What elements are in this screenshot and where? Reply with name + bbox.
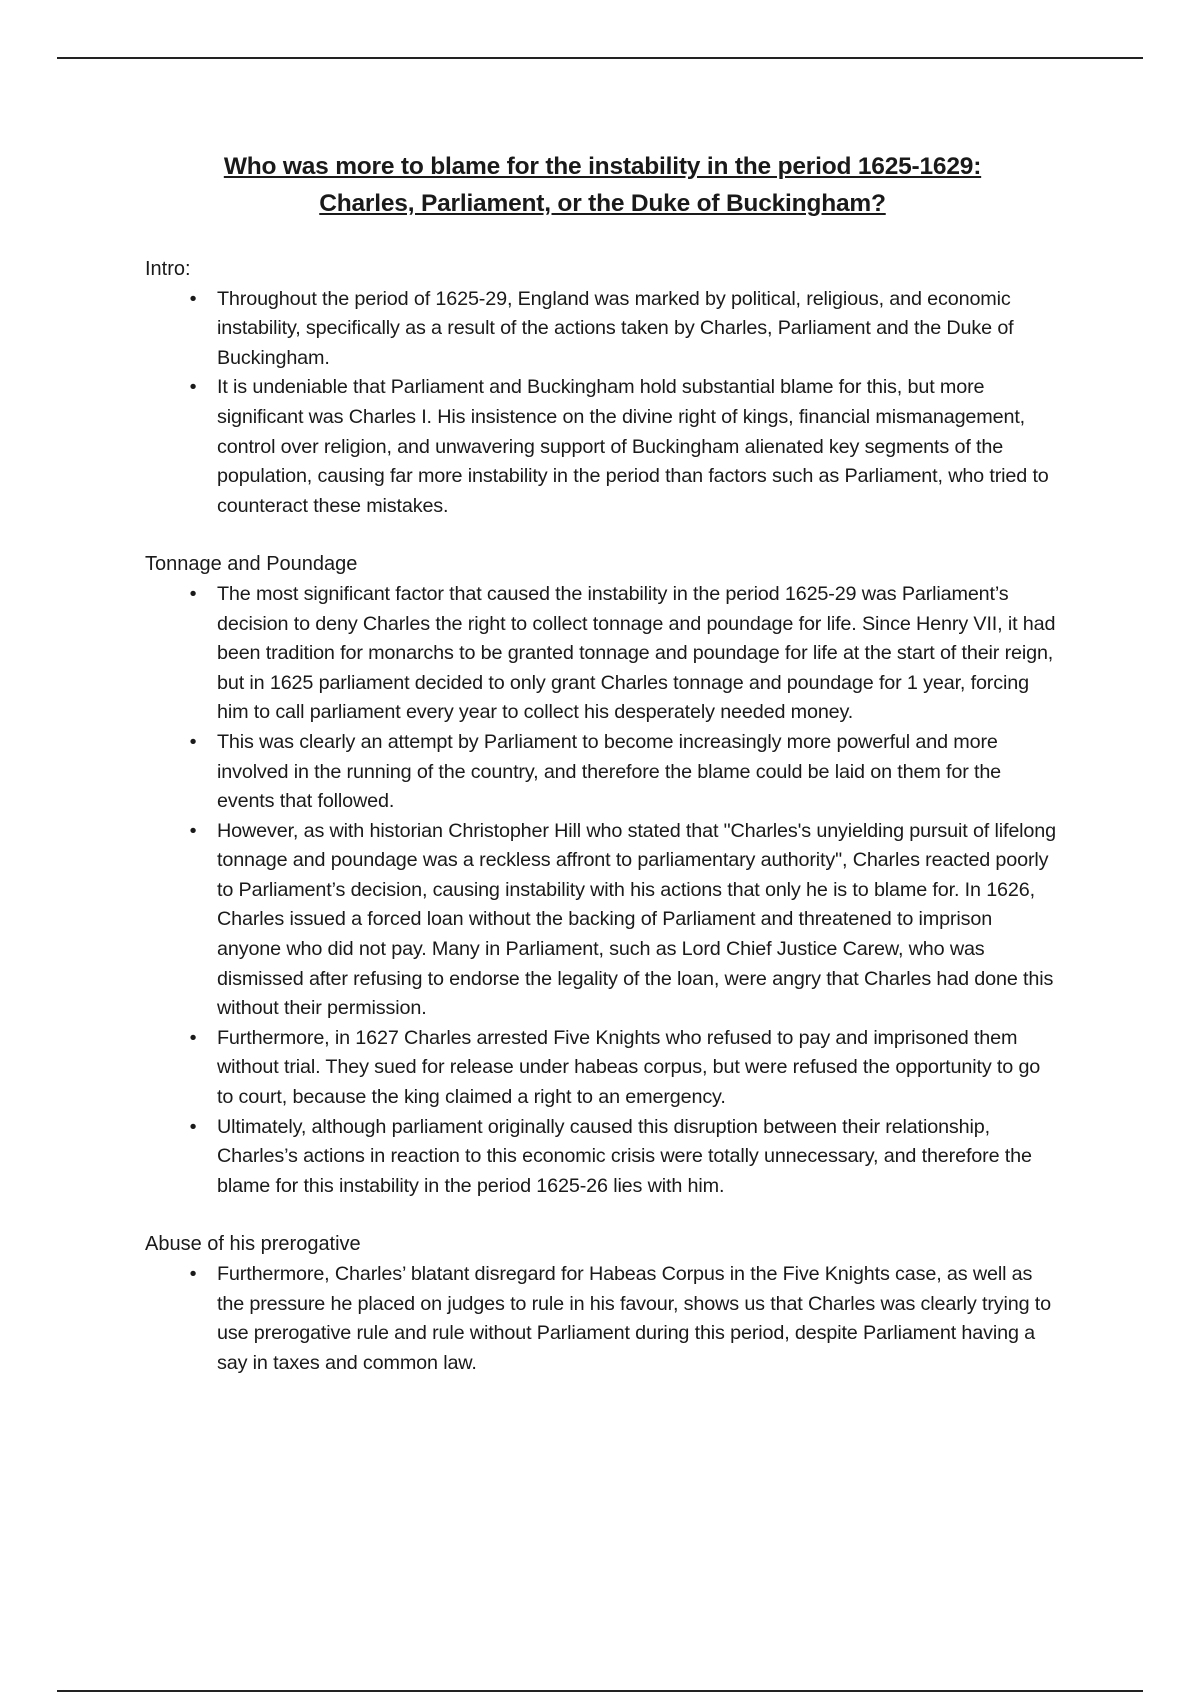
bullet-text: This was clearly an attempt by Parliament to become increasingly more powerful and more involved in the running of the country, and therefore the blame could be laid on them for the events that followed. [217,730,1002,813]
intro-bullet-list [145,285,1060,522]
bullet-icon: • [189,376,197,399]
bullet-text: Furthermore, Charles’ blatant disregard for Habeas Corpus in the Five Knights case, as well as the pressure he placed on judges to rule in his favour, shows us that Charles was clearly trying to use prerogative rule and rule without Parliament during this period, despite Parliament having a say in taxes and common law. [217,1263,1051,1374]
bullet-icon: • [189,582,197,605]
bullet-icon: • [189,730,197,753]
list-item [189,373,1060,521]
list-item [189,285,1060,374]
bullet-text: Ultimately, although parliament originally caused this disruption between their relationship, Charles’s actions in reaction to this economic crisis were totally unnecessary, and therefore the blame for this instability in the period 1625-26 lies with him. [217,1115,1032,1197]
section-heading-tonnage: Tonnage and Poundage [145,553,358,576]
bullet-text: It is undeniable that Parliament and Buckingham hold substantial blame for this, but more significant was Charles I. His insistence on the divine right of kings, financial mismanagement, control over religion, and unwavering support of Buckingham alienated key segments of the population, causing far more instability in the period than factors such as Parliament, who tried to counteract these mistakes. [217,376,1049,517]
list-item [189,580,1060,728]
document-title [145,148,1060,222]
header-rule [57,57,1143,59]
list-item [189,817,1060,1024]
list-item [189,728,1060,817]
title-line-1: Who was more to blame for the instability in the period 1625-1629: [223,153,982,180]
list-item [189,1024,1060,1113]
bullet-icon: • [189,1026,197,1049]
prerogative-bullet-list [145,1260,1060,1378]
bullet-icon: • [189,819,197,842]
tonnage-bullet-list [145,580,1060,1201]
bullet-icon: • [189,1263,197,1285]
title-line-2: Charles, Parliament, or the Duke of Buckingham? [319,190,886,217]
bullet-text: However, as with historian Christopher Hill who stated that "Charles's unyielding pursuit of lifelong tonnage and poundage was a reckless affront to parliamentary authority", Charles reacted poorly to Parliament’s decision, causing instability with his actions that only he is to blame for. In 1626, Charles issued a forced loan without the backing of Parliament and threatened to imprison anyone who did not pay. Many in Parliament, such as Lord Chief Justice Carew, who was dismissed after refusing to endorse the legality of the loan, were angry that Charles had done this without their permission. [217,819,1056,1020]
section-heading-intro: Intro: [145,258,191,280]
section-abuse-of-prerogative [145,1230,1060,1378]
footer-rule [57,1690,1143,1692]
bullet-text: Furthermore, in 1627 Charles arrested Five Knights who refused to pay and imprisoned them without trial. They sued for release under habeas corpus, but were refused the opportunity to go to court, because the king claimed a right to an emergency. [217,1026,1041,1109]
section-tonnage-and-poundage [145,550,1060,1201]
bullet-text: Throughout the period of 1625-29, England was marked by political, religious, and economic instability, specifically as a result of the actions taken by Charles, Parliament and the Duke of Buckingham. [217,287,1014,369]
bullet-text: The most significant factor that caused the instability in the period 1625-29 was Parliament’s decision to deny Charles the right to collect tonnage and poundage for life. Since Henry VII, it had been tradition for monarchs to be granted tonnage and poundage for life at the start of their reign, but in 1625 parliament decided to only grant Charles tonnage and poundage for 1 year, forcing him to call parliament every year to collect his desperately needed money. [217,582,1056,724]
list-item [189,1260,1060,1378]
document-body [145,148,1060,1378]
list-item [189,1113,1060,1202]
section-heading-prerogative: Abuse of his prerogative [145,1233,361,1256]
section-intro [145,255,1060,521]
bullet-icon: • [189,287,197,310]
bullet-icon: • [189,1115,197,1138]
